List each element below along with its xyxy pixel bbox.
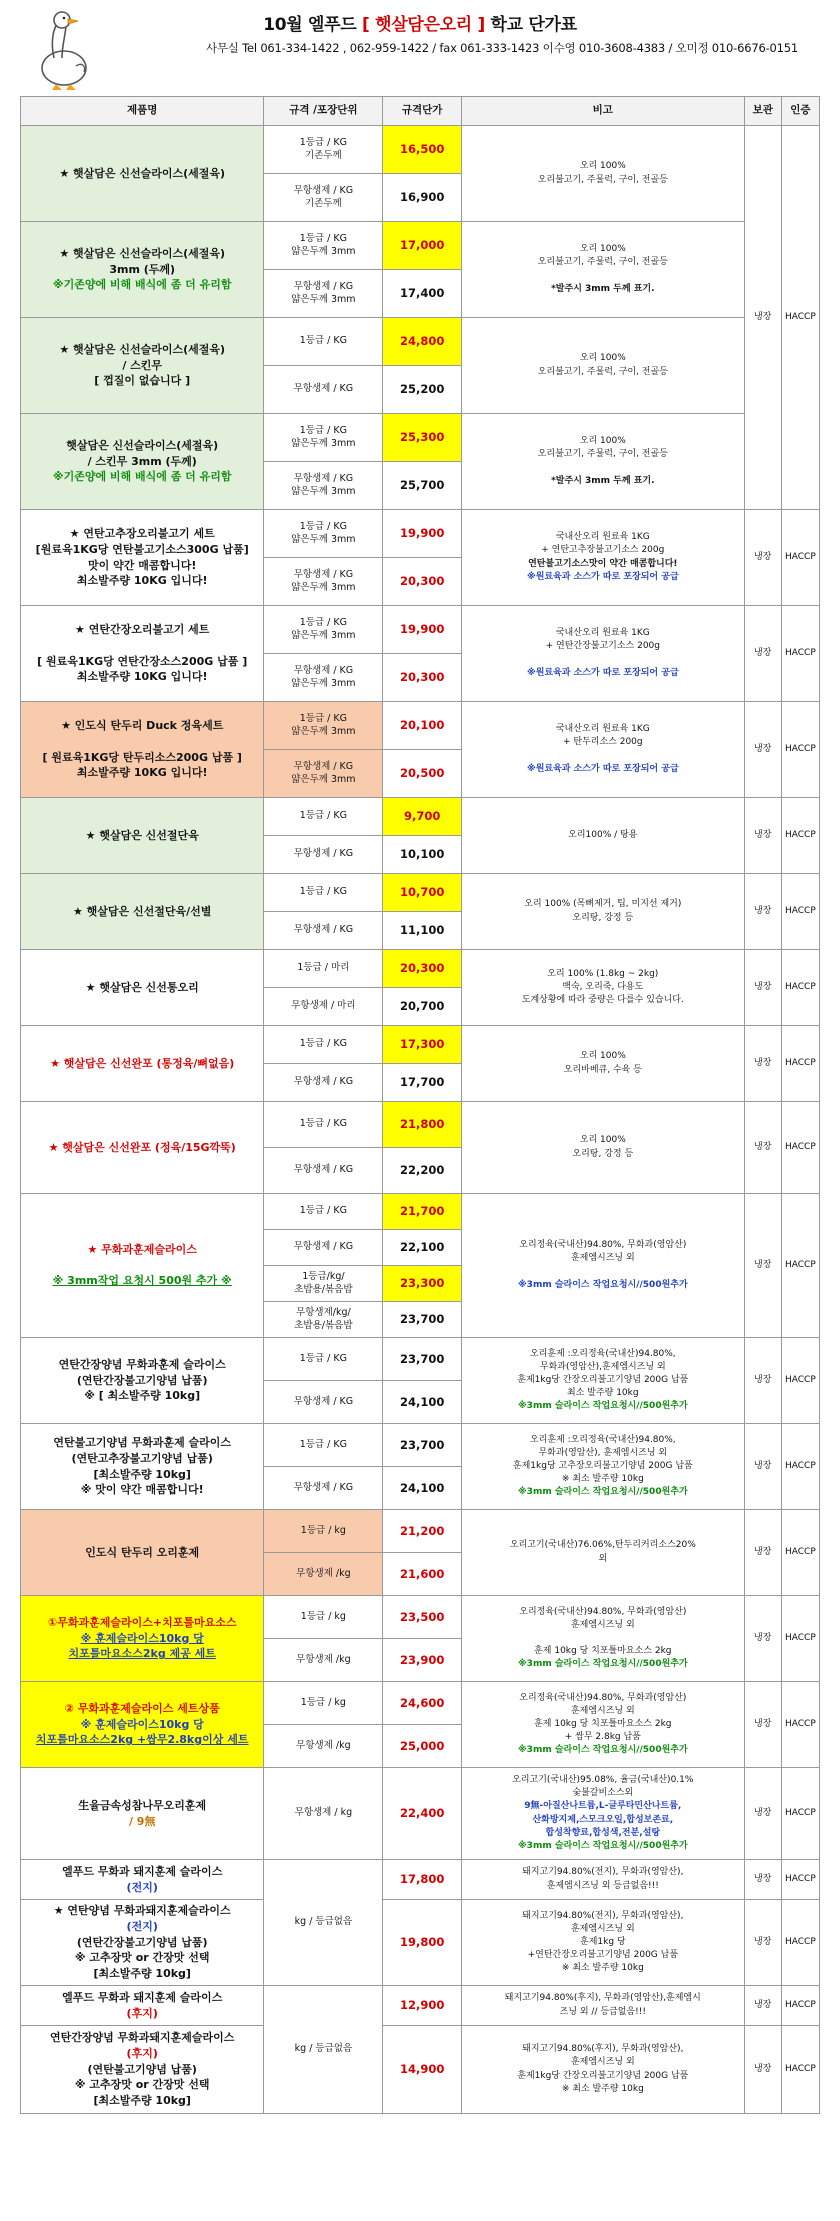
- product-name: ★ 햇살담은 신선슬라이스(세절육) 3mm (두께) ※기존양에 비해 배식에 좀 더 유리함: [21, 222, 264, 318]
- storage-cell: 냉장: [744, 702, 781, 798]
- product-name: 生율금속성참나무오리훈제 / 9無: [21, 1768, 264, 1860]
- storage-cell: 냉장: [744, 2026, 781, 2114]
- table-row: [21, 1768, 820, 1860]
- price-sheet: [20, 0, 820, 2114]
- price-cell: 17,700: [383, 1064, 462, 1102]
- price-cell: 11,100: [383, 912, 462, 950]
- note-cell: 오리 100% (1.8kg ~ 2kg) 백숙, 오리죽, 다용도 도계상황에 따라 중량은 다를수 있습니다.: [461, 950, 744, 1026]
- cert-cell: HACCP: [781, 2026, 819, 2114]
- storage-cell: 냉장: [744, 1194, 781, 1338]
- spec-cell: 1등급 / KG: [264, 1338, 383, 1381]
- spec-cell: 무항생제 / KG 얇은두께 3mm: [264, 558, 383, 606]
- storage-cell: 냉장: [744, 126, 781, 510]
- spec-cell: kg / 등급없음: [264, 1986, 383, 2114]
- note-cell: 오리 100% 오리불고기, 주물럭, 구이, 전골등 *발주시 3mm 두께 표기.: [461, 414, 744, 510]
- spec-cell: 1등급 / KG: [264, 798, 383, 836]
- note-cell: 국내산오리 원료육 1KG + 연탄간장불고기소스 200g ※원료육과 소스가 따로 포장되어 공급: [461, 606, 744, 702]
- cert-cell: HACCP: [781, 1768, 819, 1860]
- product-name: ★ 인도식 탄두리 Duck 정육세트 [ 원료육1KG당 탄두리소스200G 납품 ] 최소발주량 10KG 입니다!: [21, 702, 264, 798]
- table-row: [21, 1424, 820, 1467]
- note-cell: 오리 100% 오리탕, 강정 등: [461, 1102, 744, 1194]
- storage-cell: 냉장: [744, 510, 781, 606]
- product-name: 엘푸드 무화과 돼지훈제 슬라이스 (전지): [21, 1860, 264, 1900]
- table-row: [21, 950, 820, 988]
- spec-cell: 무항생제 / KG: [264, 366, 383, 414]
- product-name: 엘푸드 무화과 돼지훈제 슬라이스 (후지): [21, 1986, 264, 2026]
- spec-cell: 무항생제 / KG: [264, 836, 383, 874]
- spec-cell: 1등급 / KG: [264, 318, 383, 366]
- spec-cell: 1등급 / 마리: [264, 950, 383, 988]
- cert-cell: HACCP: [781, 950, 819, 1026]
- spec-cell: 1등급/kg/ 초밥용/볶음밥: [264, 1266, 383, 1302]
- price-cell: 16,500: [383, 126, 462, 174]
- storage-cell: 냉장: [744, 1682, 781, 1768]
- spec-cell: 무항생제 / KG: [264, 1230, 383, 1266]
- price-table: [20, 96, 820, 2114]
- spec-cell: 무항생제 / KG: [264, 1064, 383, 1102]
- note-cell: 오리고기(국내산)76.06%,탄두리커리소스20% 외: [461, 1510, 744, 1596]
- spec-cell: 무항생제 / KG 기존두께: [264, 174, 383, 222]
- price-cell: 10,100: [383, 836, 462, 874]
- price-cell: 25,000: [383, 1725, 462, 1768]
- price-cell: 9,700: [383, 798, 462, 836]
- spec-cell: 1등급 / KG 얇은두께 3mm: [264, 222, 383, 270]
- storage-cell: 냉장: [744, 1860, 781, 1900]
- note-cell: 오리정육(국내산)94.80%, 무화과(영암산) 훈제엠시즈닝 외 훈제 10kg 당 치포틀마요소스 2kg + 쌈무 2.8kg 납품 ※3mm 슬라이스 작업요청시//500원추가: [461, 1682, 744, 1768]
- price-cell: 17,000: [383, 222, 462, 270]
- page-title: 10월 엘푸드 [ 햇살담은오리 ] 학교 단가표: [263, 15, 577, 35]
- price-cell: 19,800: [383, 1900, 462, 1986]
- product-name: ★ 햇살담은 신선완포 (통정육/뼈없음): [21, 1026, 264, 1102]
- spec-cell: 무항생제 / KG: [264, 1148, 383, 1194]
- price-cell: 19,900: [383, 606, 462, 654]
- cert-cell: HACCP: [781, 126, 819, 510]
- cert-cell: HACCP: [781, 1102, 819, 1194]
- storage-cell: 냉장: [744, 1338, 781, 1424]
- product-name: ★ 햇살담은 신선통오리: [21, 950, 264, 1026]
- cert-cell: HACCP: [781, 1596, 819, 1682]
- table-row: [21, 318, 820, 366]
- spec-cell: 1등급 / KG: [264, 1026, 383, 1064]
- storage-cell: 냉장: [744, 1900, 781, 1986]
- table-row: [21, 222, 820, 270]
- price-cell: 20,300: [383, 654, 462, 702]
- table-row: [21, 1510, 820, 1553]
- price-cell: 17,800: [383, 1860, 462, 1900]
- spec-cell: 1등급 / KG 얇은두께 3mm: [264, 702, 383, 750]
- price-cell: 23,700: [383, 1302, 462, 1338]
- cert-cell: HACCP: [781, 1424, 819, 1510]
- product-name: ★ 햇살담은 신선절단육: [21, 798, 264, 874]
- price-cell: 21,700: [383, 1194, 462, 1230]
- spec-cell: 1등급 / kg: [264, 1682, 383, 1725]
- storage-cell: 냉장: [744, 1026, 781, 1102]
- price-cell: 16,900: [383, 174, 462, 222]
- table-row: [21, 1682, 820, 1725]
- note-cell: 돼지고기94.80%(후지), 무화과(영암산), 훈제엠시즈닝 외 훈제1kg당 간장오리불고기양념 200G 납품 ※ 최소 발주량 10kg: [461, 2026, 744, 2114]
- storage-cell: 냉장: [744, 874, 781, 950]
- spec-cell: 무항생제 / kg: [264, 1768, 383, 1860]
- table-row: [21, 1596, 820, 1639]
- column-header-cert: 인증: [781, 97, 819, 126]
- note-cell: 오리100% / 탕용: [461, 798, 744, 874]
- price-cell: 25,700: [383, 462, 462, 510]
- storage-cell: 냉장: [744, 950, 781, 1026]
- price-cell: 19,900: [383, 510, 462, 558]
- product-name: ★ 무화과훈제슬라이스 ※ 3mm작업 요청시 500원 추가 ※: [21, 1194, 264, 1338]
- product-name: ★ 햇살담은 신선슬라이스(세절육): [21, 126, 264, 222]
- column-header-note: 비고: [461, 97, 744, 126]
- cert-cell: HACCP: [781, 510, 819, 606]
- column-header-name: 제품명: [21, 97, 264, 126]
- spec-cell: 무항생제 / KG 얇은두께 3mm: [264, 270, 383, 318]
- price-cell: 23,500: [383, 1596, 462, 1639]
- cert-cell: HACCP: [781, 1338, 819, 1424]
- table-row: [21, 1860, 820, 1900]
- storage-cell: 냉장: [744, 606, 781, 702]
- storage-cell: 냉장: [744, 798, 781, 874]
- price-cell: 21,200: [383, 1510, 462, 1553]
- spec-cell: 1등급 / KG: [264, 874, 383, 912]
- table-row: [21, 1194, 820, 1230]
- table-row: [21, 874, 820, 912]
- price-cell: 17,400: [383, 270, 462, 318]
- note-cell: 오리훈제 :오리정육(국내산)94.80%, 무화과(영암산),훈제엠시즈닝 외 훈제1kg당 간장오리불고기양념 200G 납품 최소 발주량 10kg ※3mm 슬라이스 작업요청시//500원추가: [461, 1338, 744, 1424]
- spec-cell: 1등급 / KG: [264, 1102, 383, 1148]
- product-name: ①무화과훈제슬라이스+치포틀마요소스 ※ 훈제슬라이스10kg 당 치포틀마요소스2kg 제공 세트: [21, 1596, 264, 1682]
- note-cell: 오리 100% 오리바베큐, 수육 등: [461, 1026, 744, 1102]
- note-cell: 돼지고기94.80%(전지), 무화과(영암산), 훈제엠시즈닝 외 등급없음!!!: [461, 1860, 744, 1900]
- spec-cell: 1등급 / KG 얇은두께 3mm: [264, 510, 383, 558]
- storage-cell: 냉장: [744, 1510, 781, 1596]
- cert-cell: HACCP: [781, 1860, 819, 1900]
- price-cell: 14,900: [383, 2026, 462, 2114]
- price-cell: 24,600: [383, 1682, 462, 1725]
- price-cell: 23,900: [383, 1639, 462, 1682]
- price-cell: 22,100: [383, 1230, 462, 1266]
- spec-cell: 무항생제 /kg: [264, 1639, 383, 1682]
- product-name: ★ 햇살담은 신선완포 (정육/15G깍뚝): [21, 1102, 264, 1194]
- spec-cell: 1등급 / KG 얇은두께 3mm: [264, 414, 383, 462]
- note-cell: 국내산오리 원료육 1KG + 연탄고추장불고기소스 200g 연탄불고기소스맛이 약간 매콤합니다! ※원료육과 소스가 따로 포장되어 공급: [461, 510, 744, 606]
- table-row: [21, 606, 820, 654]
- storage-cell: 냉장: [744, 1596, 781, 1682]
- product-name: 연탄간장양념 무화과훈제 슬라이스 (연탄간장불고기양념 납품) ※ [ 최소발주량 10kg]: [21, 1338, 264, 1424]
- table-row: [21, 1026, 820, 1064]
- spec-cell: 무항생제 / KG: [264, 912, 383, 950]
- table-row: [21, 1900, 820, 1986]
- spec-cell: 1등급 / KG: [264, 1194, 383, 1230]
- product-name: ★ 연탄간장오리불고기 세트 [ 원료육1KG당 연탄간장소스200G 납품 ] 최소발주량 10KG 입니다!: [21, 606, 264, 702]
- price-cell: 21,800: [383, 1102, 462, 1148]
- storage-cell: 냉장: [744, 1986, 781, 2026]
- spec-cell: 무항생제 / KG 얇은두께 3mm: [264, 750, 383, 798]
- table-row: [21, 2026, 820, 2114]
- product-name: 연탄불고기양념 무화과훈제 슬라이스 (연탄고추장불고기양념 납품) [최소발주량 10kg] ※ 맛이 약간 매콤합니다!: [21, 1424, 264, 1510]
- product-name: ② 무화과훈제슬라이스 세트상품 ※ 훈제슬라이스10kg 당 치포틀마요소스2kg +쌈무2.8kg이상 세트: [21, 1682, 264, 1768]
- spec-cell: 무항생제 /kg: [264, 1553, 383, 1596]
- cert-cell: HACCP: [781, 798, 819, 874]
- table-row: [21, 126, 820, 174]
- product-name: ★ 연탄고추장오리불고기 세트 [원료육1KG당 연탄불고기소스300G 납품] 맛이 약간 매콤합니다! 최소발주량 10KG 입니다!: [21, 510, 264, 606]
- price-cell: 12,900: [383, 1986, 462, 2026]
- spec-cell: 무항생제 / KG: [264, 1467, 383, 1510]
- price-cell: 23,300: [383, 1266, 462, 1302]
- spec-cell: 무항생제 / KG 얇은두께 3mm: [264, 654, 383, 702]
- note-cell: 오리고기(국내산)95.08%, 율금(국내산)0.1% 숯불갈비소스외 9無-아질산나트륨,L-글루타민산나트륨, 산화방지제,스모크오일,합성보존료, 합성착향료,합성색,전분,설탕 ※3mm 슬라이스 작업요청시//500원추가: [461, 1768, 744, 1860]
- column-header-spec: 규격 /포장단위: [264, 97, 383, 126]
- price-cell: 25,300: [383, 414, 462, 462]
- cert-cell: HACCP: [781, 1682, 819, 1768]
- table-row: [21, 1338, 820, 1381]
- cert-cell: HACCP: [781, 874, 819, 950]
- product-name: 햇살담은 신선슬라이스(세절육) / 스킨무 3mm (두께) ※기존양에 비해 배식에 좀 더 유리함: [21, 414, 264, 510]
- table-row: [21, 510, 820, 558]
- price-cell: 24,100: [383, 1381, 462, 1424]
- note-cell: 돼지고기94.80%(전지), 무화과(영암산), 훈제엠시즈닝 외 훈제1kg 당 +연탄간장오리불고기양념 200G 납품 ※ 최소 발주량 10kg: [461, 1900, 744, 1986]
- spec-cell: 1등급 / kg: [264, 1510, 383, 1553]
- column-header-storage: 보관: [744, 97, 781, 126]
- product-name: ★ 햇살담은 신선슬라이스(세절육) / 스킨무 [ 껍질이 없습니다 ]: [21, 318, 264, 414]
- spec-cell: kg / 등급없음: [264, 1860, 383, 1986]
- price-cell: 20,100: [383, 702, 462, 750]
- storage-cell: 냉장: [744, 1102, 781, 1194]
- header: [20, 0, 820, 96]
- cert-cell: HACCP: [781, 606, 819, 702]
- note-cell: 국내산오리 원료육 1KG + 탄두리소스 200g ※원료육과 소스가 따로 포장되어 공급: [461, 702, 744, 798]
- column-header-price: 규격단가: [383, 97, 462, 126]
- table-row: [21, 702, 820, 750]
- table-header-row: [21, 97, 820, 126]
- price-cell: 21,600: [383, 1553, 462, 1596]
- price-cell: 24,100: [383, 1467, 462, 1510]
- spec-cell: 1등급 / KG 얇은두께 3mm: [264, 606, 383, 654]
- note-cell: 오리 100% 오리불고기, 주물럭, 구이, 전골등: [461, 318, 744, 414]
- price-cell: 25,200: [383, 366, 462, 414]
- contact-info: 사무실 Tel 061-334-1422 , 062-959-1422 / fax 061-333-1423 이수영 010-3608-4383 / 오미정 010-6676-0151: [205, 41, 798, 55]
- table-row: [21, 1986, 820, 2026]
- price-cell: 22,200: [383, 1148, 462, 1194]
- price-cell: 20,500: [383, 750, 462, 798]
- cert-cell: HACCP: [781, 702, 819, 798]
- cert-cell: HACCP: [781, 1194, 819, 1338]
- spec-cell: 1등급 / KG: [264, 1424, 383, 1467]
- product-name: 연탄간장양념 무화과돼지훈제슬라이스 (후지) (연탄불고기양념 납품) ※ 고추장맛 or 간장맛 선택 [최소발주량 10kg]: [21, 2026, 264, 2114]
- price-cell: 20,300: [383, 950, 462, 988]
- spec-cell: 무항생제/kg/ 초밥용/볶음밥: [264, 1302, 383, 1338]
- spec-cell: 무항생제 / KG: [264, 1381, 383, 1424]
- price-cell: 17,300: [383, 1026, 462, 1064]
- price-cell: 23,700: [383, 1424, 462, 1467]
- price-cell: 20,300: [383, 558, 462, 606]
- spec-cell: 무항생제 /kg: [264, 1725, 383, 1768]
- note-cell: 오리훈제 :오리정육(국내산)94.80%, 무화과(영암산), 훈제엠시즈닝 외 훈제1kg당 고추장오리불고기양념 200G 납품 ※ 최소 발주량 10kg ※3mm 슬라이스 작업요청시//500원추가: [461, 1424, 744, 1510]
- note-cell: 돼지고기94.80%(후지), 무화과(영암산),훈제엠시 즈닝 외 // 등급없음!!!: [461, 1986, 744, 2026]
- note-cell: 오리정육(국내산)94.80%, 무화과(영암산) 훈제엠시즈닝 외 ※3mm 슬라이스 작업요청시//500원추가: [461, 1194, 744, 1338]
- storage-cell: 냉장: [744, 1768, 781, 1860]
- table-row: [21, 798, 820, 836]
- spec-cell: 1등급 / kg: [264, 1596, 383, 1639]
- note-cell: 오리정육(국내산)94.80%, 무화과(영암산) 훈제엠시즈닝 외 훈제 10kg 당 치포틀마요소스 2kg ※3mm 슬라이스 작업요청시//500원추가: [461, 1596, 744, 1682]
- price-cell: 22,400: [383, 1768, 462, 1860]
- price-cell: 24,800: [383, 318, 462, 366]
- price-cell: 20,700: [383, 988, 462, 1026]
- cert-cell: HACCP: [781, 1900, 819, 1986]
- table-row: [21, 414, 820, 462]
- product-name: ★ 햇살담은 신선절단육/선별: [21, 874, 264, 950]
- spec-cell: 무항생제 / KG 얇은두께 3mm: [264, 462, 383, 510]
- note-cell: 오리 100% 오리불고기, 주물럭, 구이, 전골등: [461, 126, 744, 222]
- note-cell: 오리 100% (목뼈제거, 팁, 미지선 제거) 오리탕, 강정 등: [461, 874, 744, 950]
- product-name: ★ 연탄양념 무화과돼지훈제슬라이스 (전지) (연탄간장불고기양념 납품) ※ 고추장맛 or 간장맛 선택 [최소발주량 10kg]: [21, 1900, 264, 1986]
- cert-cell: HACCP: [781, 1510, 819, 1596]
- table-row: [21, 1102, 820, 1148]
- price-cell: 10,700: [383, 874, 462, 912]
- price-cell: 23,700: [383, 1338, 462, 1381]
- spec-cell: 무항생제 / 마리: [264, 988, 383, 1026]
- note-cell: 오리 100% 오리불고기, 주물럭, 구이, 전골등 *발주시 3mm 두께 표기.: [461, 222, 744, 318]
- storage-cell: 냉장: [744, 1424, 781, 1510]
- product-name: 인도식 탄두리 오리훈제: [21, 1510, 264, 1596]
- cert-cell: HACCP: [781, 1986, 819, 2026]
- spec-cell: 1등급 / KG 기존두께: [264, 126, 383, 174]
- cert-cell: HACCP: [781, 1026, 819, 1102]
